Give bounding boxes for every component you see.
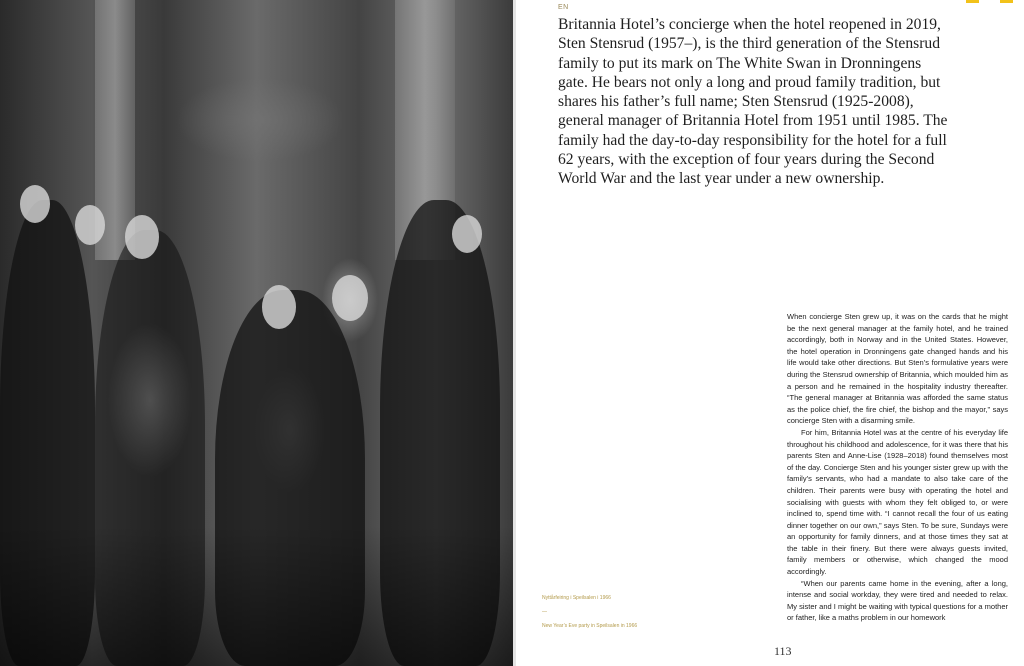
caption-norwegian: Nyttårfeiring i Speilsalen i 1966 [542,595,611,601]
face [262,285,296,329]
language-tag: EN [558,4,569,11]
accent-mark [966,0,979,3]
photo-floor-shade [0,526,513,666]
page-number: 113 [774,644,792,658]
body-text-column [787,311,1008,624]
intro-paragraph: Britannia Hotel’s concierge when the hotel reopened in 2019, Sten Stensrud (1957–), is the third generation of the Stensrud family to put its mark on The White Swan in Dronningens gate. He bears not only a long and proud family tradition, but shares his father’s full name; Sten Stensrud (1925-2008), general manager of Britannia Hotel from 1951 until 1985. The family had the day-to-day responsibility for the hotel for a full 62 years, with the exception of four years during the Second World War and the last year under a new ownership. [558,16,948,188]
caption-separator: — [542,609,547,615]
accent-mark [1000,0,1013,3]
face [20,185,50,223]
face [332,275,368,321]
caption-english: New Year’s Eve party in Speilsalen in 1966 [542,623,638,629]
face [75,205,105,245]
page-gutter [513,0,516,666]
face [452,215,482,253]
body-paragraph: “When our parents came home in the evening, after a long, intense and social workday, they were tired and needed to relax. My sister and I might be waiting with typical questions for a mother or father, like a maths problem in our homework [787,578,1008,623]
body-paragraph: For him, Britannia Hotel was at the centre of his everyday life throughout his childhood and adolescence, for it was there that his parents Sten and Anne-Lise (1928–2018) found themselves most of the day. Concierge Sten and his younger sister grew up with the family’s servants, who had a mandate to also take care of the children. Their parents were busy with operating the hotel and socialising with guests with whom they felt obliged to, or were inclined to, spend time with. “I cannot recall the four of us eating dinner together on our own,” says Sten. To be sure, Sundays were an opportunity for family dinners, and at those times they sat at the table in their finery. But there were always guests invited, family members or otherwise, which changed the mood accordingly. [787,427,1008,577]
face [125,215,159,259]
body-paragraph: When concierge Sten grew up, it was on the cards that he might be the next general manager at the family hotel, and he trained accordingly, both in Norway and in the United States. However, the hotel operation in Dronningens gate changed hands and his life would take other directions. But Sten’s formulative years were during the Stensrud ownership of Britannia, which moulded him as a person and he remained in the hospitality industry thereafter. “The general manager at Britannia was afforded the same status as the police chief, the fire chief, the bishop and the mayor,” says concierge Sten with a disarming smile. [787,312,1008,426]
